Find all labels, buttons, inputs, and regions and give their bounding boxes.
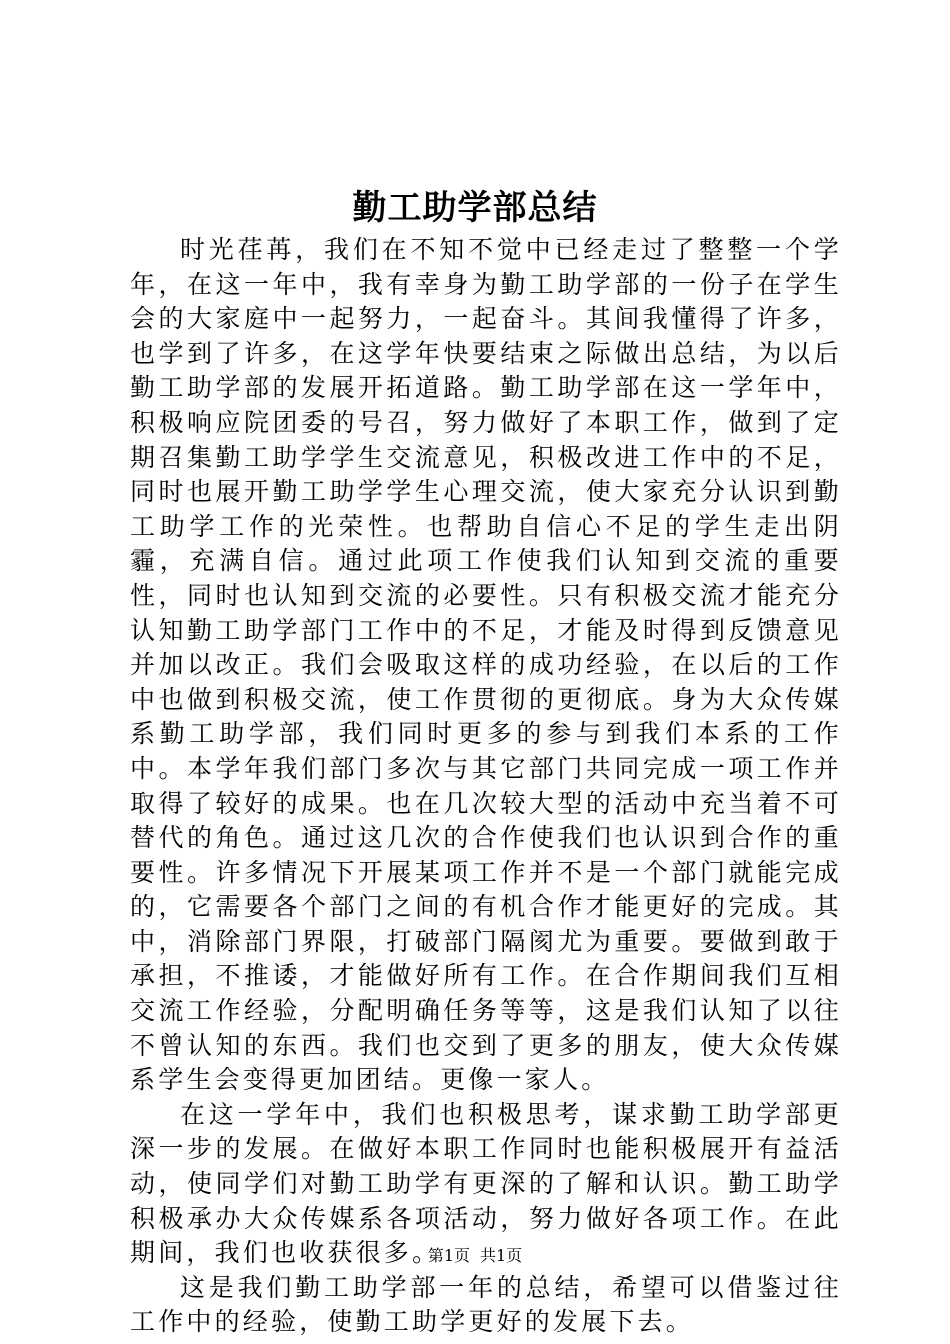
page-number: 第1页 — [427, 1246, 470, 1265]
document-body — [130, 233, 842, 1340]
document-title: 勤工助学部总结 — [352, 188, 598, 228]
paragraph-2: 在这一学年中，我们也积极思考，谋求勤工助学部更深一步的发展。在做好本职工作同时也能积极展开有益活动，使同学们对勤工助学有更深的了解和认识。勤工助学积极承办大众传媒系各项活动，努力做好各项工作。在此期间，我们也收获很多。 — [130, 1099, 842, 1268]
paragraph-3: 这是我们勤工助学部一年的总结，希望可以借鉴过往工作中的经验，使勤工助学更好的发展下去。 — [130, 1272, 842, 1337]
paragraph-1: 时光荏苒，我们在不知不觉中已经走过了整整一个学年，在这一年中，我有幸身为勤工助学部的一份子在学生会的大家庭中一起努力，一起奋斗。其间我懂得了许多，也学到了许多，在这学年快要结束之际做出总结，为以后勤工助学部的发展开拓道路。勤工助学部在这一学年中，积极响应院团委的号召，努力做好了本职工作，做到了定期召集勤工助学学生交流意见，积极改进工作中的不足，同时也展开勤工助学学生心理交流，使大家充分认识到勤工助学工作的光荣性。也帮助自信心不足的学生走出阴霾，充满自信。通过此项工作使我们认知到交流的重要性，同时也认知到交流的必要性。只有积极交流才能充分认知勤工助学部门工作中的不足，才能及时得到反馈意见并加以改正。我们会吸取这样的成功经验，在以后的工作中也做到积极交流，使工作贯彻的更彻底。身为大众传媒系勤工助学部，我们同时更多的参与到我们本系的工作中。本学年我们部门多次与其它部门共同完成一项工作并取得了较好的成果。也在几次较大型的活动中充当着不可替代的角色。通过这几次的合作使我们也认识到合作的重要性。许多情况下开展某项工作并不是一个部门就能完成的，它需要各个部门之间的有机合作才能更好的完成。其中，消除部门界限，打破部门隔阂尤为重要。要做到敢于承担，不推诿，才能做好所有工作。在合作期间我们互相交流工作经验，分配明确任务等等，这是我们认知了以往不曾认知的东西。我们也交到了更多的朋友，使大众传媒系学生会变得更加团结。更像一家人。 — [130, 235, 842, 1095]
page-total: 共1页 — [480, 1246, 523, 1265]
page-footer — [0, 1244, 950, 1268]
